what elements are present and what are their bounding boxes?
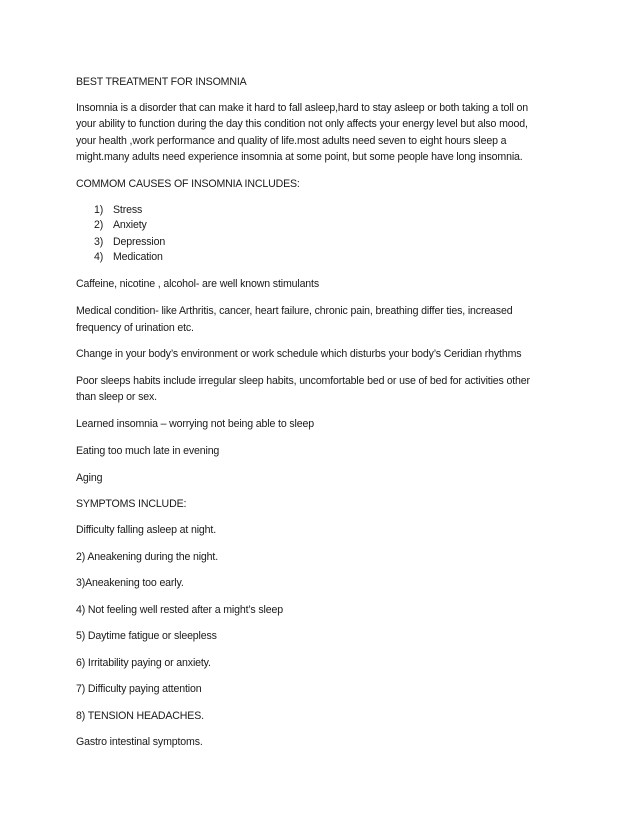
- cause-number: 1): [94, 204, 104, 216]
- document-title: BEST TREATMENT FOR INSOMNIA: [76, 76, 247, 88]
- symptom-item: 2) Aneakening during the night.: [76, 551, 219, 563]
- symptom-item: 4) Not feeling well rested after a might’s sleep: [76, 604, 283, 616]
- intro-line: Insomnia is a disorder that can make it hard to fall asleep,hard to stay asleep or both taking a toll on: [76, 102, 528, 114]
- stimulants-paragraph: Caffeine, nicotine , alcohol- are well known stimulants: [76, 278, 319, 290]
- cause-list-item: [94, 250, 163, 264]
- environment-paragraph: Change in your body’s environment or work schedule which disturbs your body’s Ceridian rhythms: [76, 348, 522, 360]
- intro-line: your ability to function during the day this condition not only affects your energy level but also mood,: [76, 118, 528, 130]
- cause-number: 3): [94, 236, 104, 248]
- symptom-item: 6) Irritability paying or anxiety.: [76, 657, 211, 669]
- aging-paragraph: Aging: [76, 472, 103, 484]
- cause-label: Medication: [113, 251, 163, 263]
- cause-list-item: [94, 235, 165, 249]
- cause-label: Stress: [113, 204, 143, 216]
- cause-list-item: [94, 203, 142, 217]
- symptom-item: 7) Difficulty paying attention: [76, 683, 202, 695]
- sleep-habits-line: than sleep or sex.: [76, 391, 157, 403]
- symptom-item: Gastro intestinal symptoms.: [76, 736, 203, 748]
- causes-heading: COMMOM CAUSES OF INSOMNIA INCLUDES:: [76, 178, 300, 190]
- cause-label: Anxiety: [113, 219, 147, 231]
- cause-number: 2): [94, 219, 104, 231]
- cause-label: Depression: [113, 236, 166, 248]
- intro-line: your health ,work performance and quality of life.most adults need seven to eight hours sleep a: [76, 135, 507, 147]
- symptom-item: 8) TENSION HEADACHES.: [76, 710, 204, 722]
- sleep-habits-line: Poor sleeps habits include irregular sleep habits, uncomfortable bed or use of bed for activities other: [76, 375, 530, 387]
- symptom-item: 3)Aneakening too early.: [76, 577, 184, 589]
- cause-list-item: [94, 218, 147, 232]
- intro-line: might.many adults need experience insomnia at some point, but some people have long insomnia.: [76, 151, 523, 163]
- cause-number: 4): [94, 251, 104, 263]
- symptom-item: Difficulty falling asleep at night.: [76, 524, 217, 536]
- medical-line: Medical condition- like Arthritis, cancer, heart failure, chronic pain, breathing differ ties, increased: [76, 305, 513, 317]
- symptom-item: 5) Daytime fatigue or sleepless: [76, 630, 217, 642]
- learned-insomnia-paragraph: Learned insomnia – worrying not being able to sleep: [76, 418, 314, 430]
- medical-line: frequency of urination etc.: [76, 322, 194, 334]
- symptoms-heading: SYMPTOMS INCLUDE:: [76, 498, 187, 510]
- eating-paragraph: Eating too much late in evening: [76, 445, 220, 457]
